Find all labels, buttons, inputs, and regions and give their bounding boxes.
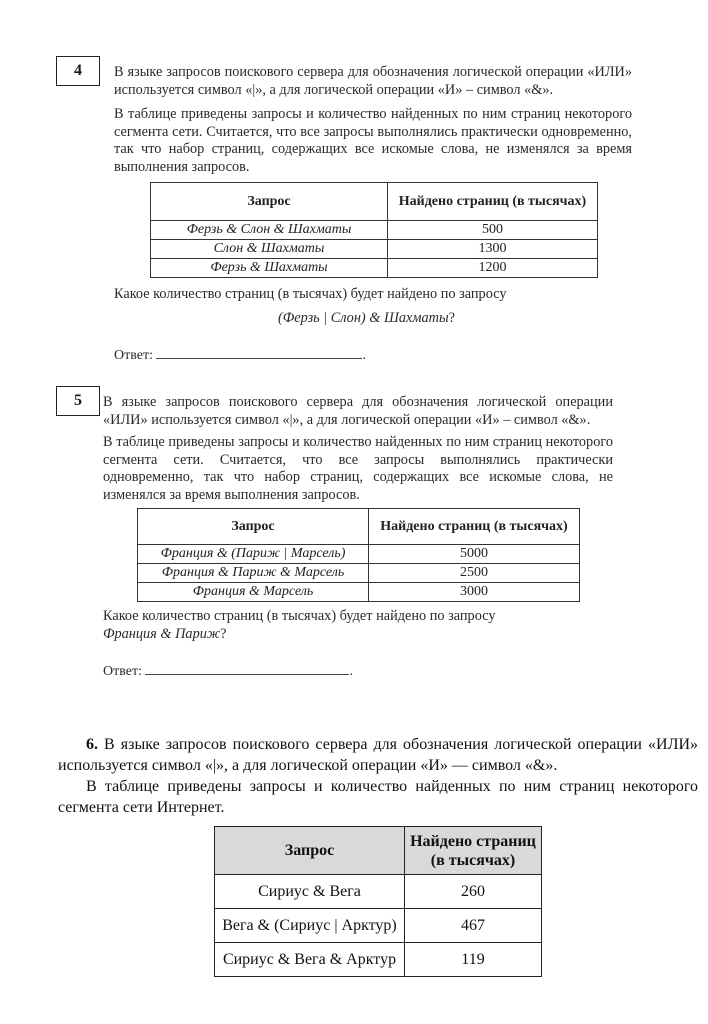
table-header-query: Запрос: [151, 183, 388, 221]
table-row: [215, 875, 542, 909]
query-expression-text: Франция & Париж: [103, 626, 221, 642]
table-row: [138, 545, 580, 564]
task-5-paragraph-1: В языке запросов поискового сервера для обозначения логической операции «ИЛИ» используется символ «|», а для логической операции «И» – символ «&».: [103, 394, 613, 428]
found-cell: 1200: [388, 259, 598, 278]
answer-period: .: [349, 664, 353, 679]
task-4-answer: [114, 346, 366, 364]
query-cell: Сириус & Вега: [215, 875, 405, 909]
answer-blank-line[interactable]: [145, 662, 349, 675]
task-5-query-expression: [103, 626, 227, 643]
task-6-query-table: [214, 826, 542, 977]
table-row: [151, 259, 598, 278]
task-4-paragraph-1: В языке запросов поискового сервера для обозначения логической операции «ИЛИ» используется символ «|», а для логической операции «И» – символ «&».: [114, 64, 632, 98]
answer-label: Ответ:: [114, 348, 153, 363]
query-cell: Слон & Шахматы: [151, 240, 388, 259]
table-header-found: Найдено страниц (в тысячах): [369, 509, 580, 545]
task-6-paragraph-2: В таблице приведены запросы и количество найденных по ним страниц некоторого сегмента сети Интернет.: [58, 778, 698, 816]
task-4-query-expression: [278, 310, 455, 327]
table-row: [215, 909, 542, 943]
table-header-found: Найдено страниц (в тысячах): [388, 183, 598, 221]
answer-period: .: [362, 348, 366, 363]
task-4-query-table: [150, 182, 598, 278]
task-5-query-table: [137, 508, 580, 602]
query-cell: Вега & (Сириус | Арктур): [215, 909, 405, 943]
found-cell: 3000: [369, 583, 580, 602]
table-header-query: Запрос: [215, 827, 405, 875]
task-5-paragraph-2: В таблице приведены запросы и количество найденных по ним страниц некоторого сегмента сети. Считается, что все запросы выполнялись практически одновременно, так что набор страниц, содержащих все искомые слова, не изменялся за время выполнения запросов.: [103, 434, 613, 503]
task-6-paragraph-1-text: В языке запросов поискового сервера для обозначения логической операции «ИЛИ» используется символ «|», а для логической операции «И» — символ «&».: [58, 736, 699, 774]
table-row: [138, 564, 580, 583]
found-cell: 500: [388, 221, 598, 240]
table-header-found: Найдено страниц (в тысячах): [405, 827, 542, 875]
query-cell: Франция & Париж & Марсель: [138, 564, 369, 583]
found-cell: 2500: [369, 564, 580, 583]
query-cell: Ферзь & Шахматы: [151, 259, 388, 278]
task-6-paragraph-1: [58, 734, 698, 776]
table-row: [215, 943, 542, 977]
question-mark: ?: [448, 310, 455, 326]
query-expression-text: (Ферзь | Слон) & Шахматы: [278, 310, 449, 326]
table-header-query: Запрос: [138, 509, 369, 545]
query-cell: Франция & (Париж | Марсель): [138, 545, 369, 564]
answer-label: Ответ:: [103, 664, 142, 679]
table-row: [151, 221, 598, 240]
table-row: [151, 240, 598, 259]
found-cell: 119: [405, 943, 542, 977]
task-5-question: Какое количество страниц (в тысячах) будет найдено по запросу: [103, 608, 496, 624]
query-cell: Сириус & Вега & Арктур: [215, 943, 405, 977]
found-cell: 260: [405, 875, 542, 909]
task-number-badge: 4: [56, 56, 100, 86]
found-cell: 5000: [369, 545, 580, 564]
query-cell: Ферзь & Слон & Шахматы: [151, 221, 388, 240]
task-5-answer: [103, 662, 353, 680]
query-cell: Франция & Марсель: [138, 583, 369, 602]
found-cell: 467: [405, 909, 542, 943]
table-row: [138, 583, 580, 602]
task-4-paragraph-2: В таблице приведены запросы и количество найденных по ним страниц некоторого сегмента сети. Считается, что все запросы выполнялись практически одновременно, так что набор страниц, содержащих все искомые слова, не изменялся за время выполнения запросов.: [114, 106, 632, 175]
task-6-number: 6.: [86, 736, 98, 753]
task-4-question: Какое количество страниц (в тысячах) будет найдено по запросу: [114, 286, 507, 302]
answer-blank-line[interactable]: [156, 346, 362, 359]
found-cell: 1300: [388, 240, 598, 259]
task-number-badge: 5: [56, 386, 100, 416]
question-mark: ?: [220, 626, 227, 642]
